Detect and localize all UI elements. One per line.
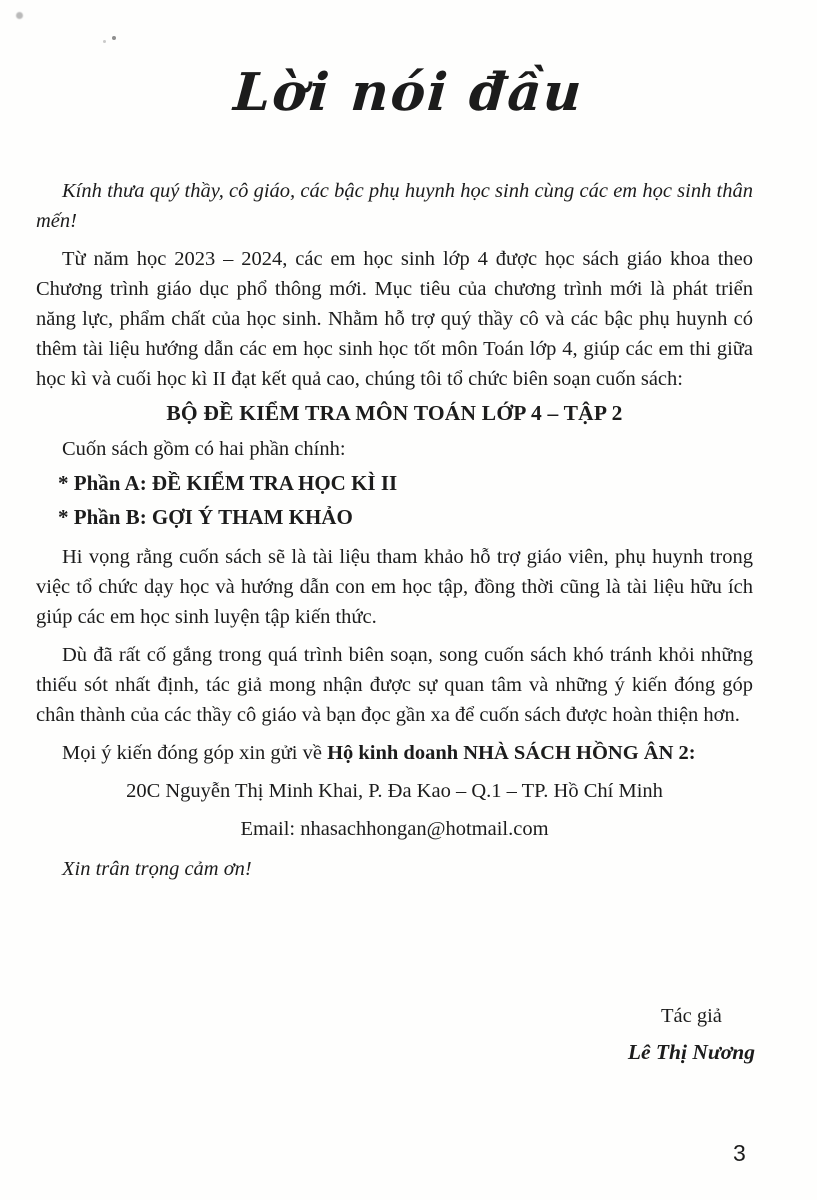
part-a-item: * Phần A: ĐỀ KIỂM TRA HỌC KÌ II	[58, 471, 398, 495]
signature-role: Tác giả	[660, 1005, 722, 1027]
signature-name: Lê Thị Nương	[627, 1040, 755, 1064]
parts-intro: Cuốn sách gồm có hai phần chính:	[62, 438, 346, 460]
address-line: 20C Nguyễn Thị Minh Khai, P. Đa Kao – Q.1 – TP. Hồ Chí Minh	[126, 780, 663, 802]
intro-paragraph: Từ năm học 2023 – 2024, các em học sinh lớp 4 được học sách giáo khoa theo Chương trình giáo dục phổ thông mới. Mục tiêu của chương trình mới là phát triển năng lực, phẩm chất của học sinh. Nhằm hỗ trợ quý thầy cô và các bậc phụ huynh có thêm tài liệu hướng dẫn các em học sinh học tốt môn Toán lớp 4, giúp các em thi giữa học kì và cuối học kì II đạt kết quả cao, chúng tôi tổ chức biên soạn cuốn sách:	[36, 248, 753, 390]
page-title: Lời nói đầu	[231, 62, 586, 123]
part-b-item: * Phần B: GỢI Ý THAM KHẢO	[58, 505, 353, 529]
preface-content	[36, 176, 753, 884]
page-number: 3	[733, 1140, 746, 1166]
publisher-name: Hộ kinh doanh NHÀ SÁCH HỒNG ÂN 2:	[327, 742, 696, 764]
signature-block	[628, 1001, 755, 1067]
caveat-paragraph: Dù đã rất cố gắng trong quá trình biên soạn, song cuốn sách khó tránh khỏi những thiếu sót nhất định, tác giả mong nhận được sự quan tâm và những ý kiến đóng góp chân thành của các thầy cô giáo và bạn đọc gần xa để cuốn sách được hoàn thiện hơn.	[36, 644, 753, 726]
email-line: Email: nhasachhongan@hotmail.com	[240, 818, 549, 840]
hope-paragraph: Hi vọng rằng cuốn sách sẽ là tài liệu tham khảo hỗ trợ giáo viên, phụ huynh trong việc tổ chức dạy học và hướng dẫn con em học tập, đồng thời cũng là tài liệu hữu ích giúp các em học sinh luyện tập kiến thức.	[36, 546, 753, 628]
scan-speck	[16, 12, 23, 19]
book-title: BỘ ĐỀ KIỂM TRA MÔN TOÁN LỚP 4 – TẬP 2	[166, 401, 623, 425]
feedback-paragraph	[36, 738, 753, 768]
greeting-paragraph: Kính thưa quý thầy, cô giáo, các bậc phụ huynh học sinh cùng các em học sinh thân mến!	[36, 180, 753, 232]
thanks-line: Xin trân trọng cảm ơn!	[62, 858, 252, 880]
feedback-text: Mọi ý kiến đóng góp xin gửi về	[62, 742, 328, 764]
